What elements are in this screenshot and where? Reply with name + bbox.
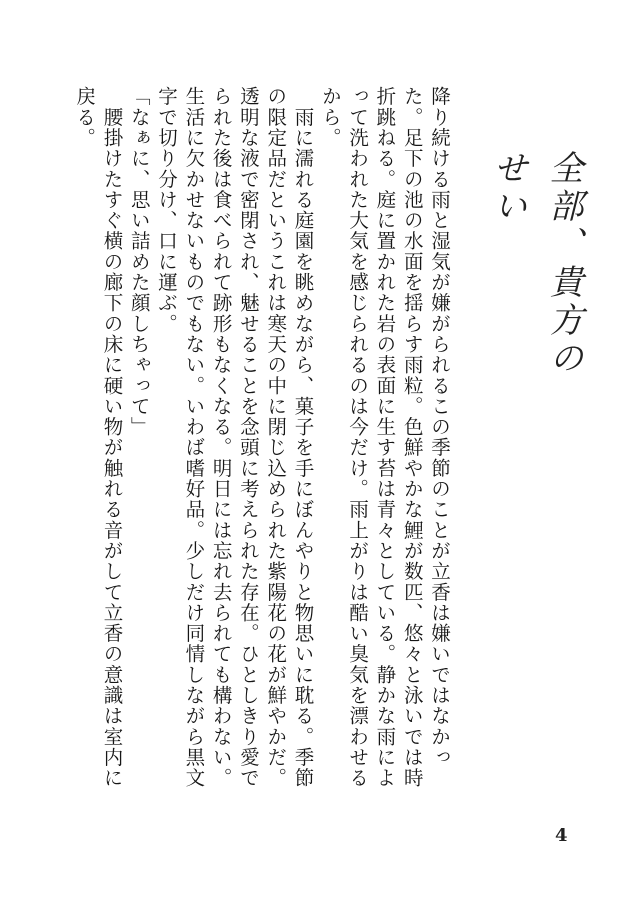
chapter-title: 全部、貴方のせい bbox=[487, 150, 583, 378]
paragraph-2: 雨に濡れる庭園を眺めながら、菓子を手にぼんやりと物思いに耽る。季節の限定品だというこれは寒天の中に閉じ込められた紫陽花の花が鮮やかだ。透明な液で密閉され、魅せることを念頭に考えられた存在。ひとしきり愛でられた後は食べられて跡形もなくなる。明日には忘れ去られても構わない。生活に欠かせないものでもない。いわば嗜好品。少しだけ同情しながら黒文字で切り分け、口に運ぶ。 bbox=[155, 86, 315, 789]
paragraph-1: 降り続ける雨と湿気が嫌がられるこの季節のことが立香は嫌いではなかった。足下の池の水面を揺らす雨粒。色鮮やかな鯉が数匹、悠々と泳いでは時折跳ねる。庭に置かれた岩の表面に生す苔は青々としている。静かな雨によって洗われた大気を感じられるのは今だけ。雨上がりは酷い臭気を漂わせるから。 bbox=[318, 86, 451, 789]
dialogue-line: 「なぁに、思い詰めた顔しちゃって」 bbox=[127, 86, 151, 438]
page-number: 4 bbox=[555, 825, 568, 846]
body-text bbox=[73, 86, 453, 806]
paragraph-4: 腰掛けたすぐ横の廊下の床に硬い物が触れる音がして立香の意識は室内に戻る。 bbox=[73, 86, 124, 789]
